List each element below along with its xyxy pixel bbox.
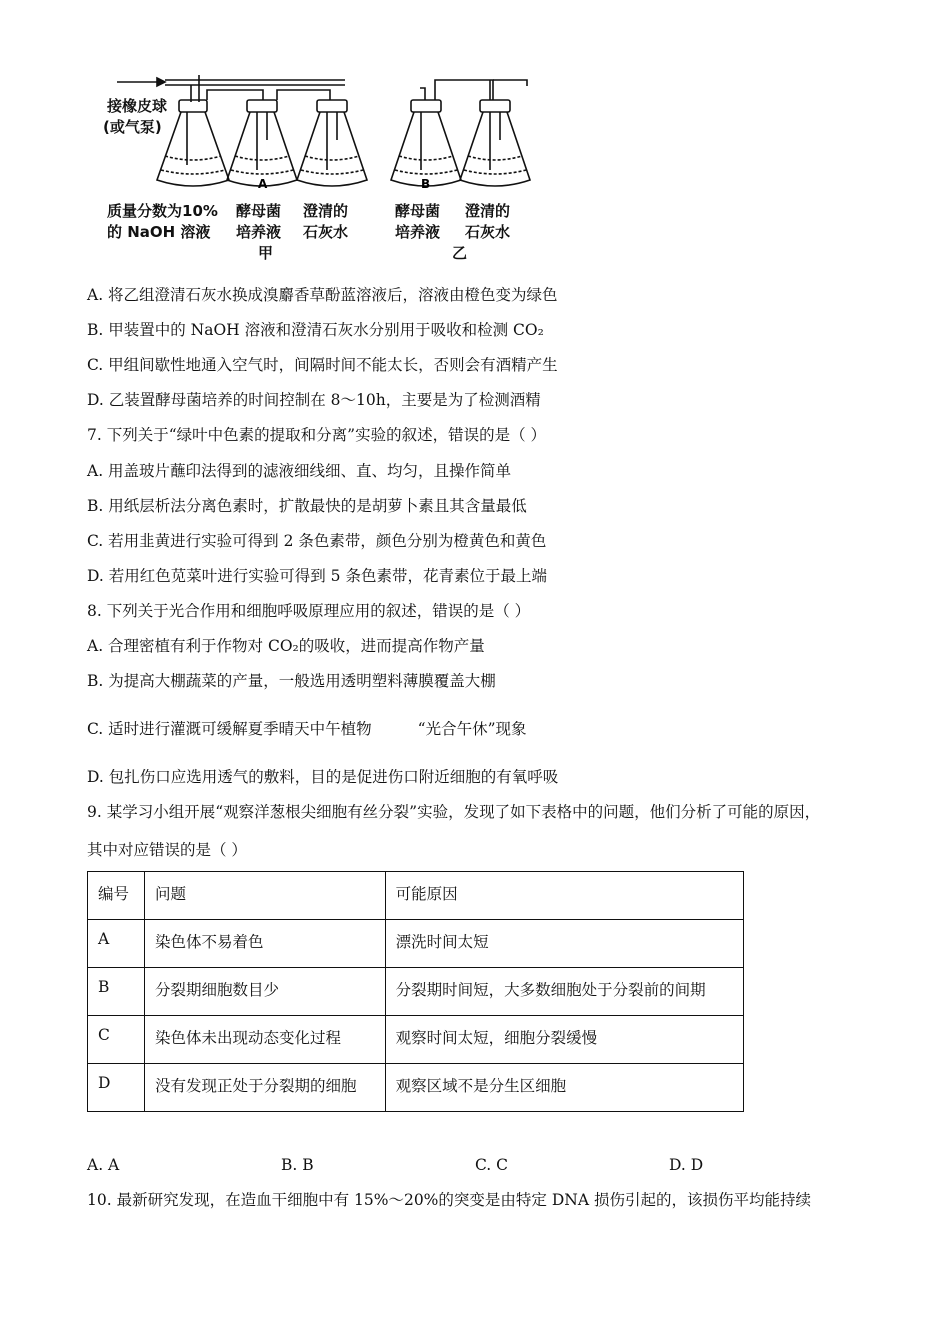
q8-option-a: A. 合理密植有利于作物对 CO₂的吸收，进而提高作物产量 xyxy=(87,637,485,655)
q7-option-d: D. 若用红色苋菜叶进行实验可得到 5 条色素带，花青素位于最上端 xyxy=(87,567,547,585)
header-cell: 问题 xyxy=(144,872,385,920)
group-yi-label: 乙 xyxy=(452,244,468,262)
yeast-label-2: 培养液 xyxy=(236,223,282,241)
q8-option-c-part2: “光合午休”现象 xyxy=(417,720,527,738)
q8-option-c xyxy=(87,719,527,739)
table-row xyxy=(88,1064,744,1112)
lime-label-2: 石灰水 xyxy=(303,223,349,241)
q9-answer-b: B. B xyxy=(281,1156,314,1174)
lime-label-1: 澄清的 xyxy=(303,202,349,220)
table-cell: 漂洗时间太短 xyxy=(385,920,743,968)
header-cell: 编号 xyxy=(88,872,145,920)
q6-option-c: C. 甲组间歇性地通入空气时，间隔时间不能太长，否则会有酒精产生 xyxy=(87,356,558,374)
table-cell: 分裂期时间短，大多数细胞处于分裂前的间期 xyxy=(385,968,743,1016)
table-cell: 观察区域不是分生区细胞 xyxy=(385,1064,743,1112)
q7-option-c: C. 若用韭黄进行实验可得到 2 条色素带，颜色分别为橙黄色和黄色 xyxy=(87,532,547,550)
yeast2-label-1: 酵母菌 xyxy=(395,202,441,220)
flask-a-letter: A xyxy=(258,177,268,191)
q10-stem: 10. 最新研究发现，在造血干细胞中有 15%～20%的突变是由特定 DNA 损伤引起的，该损伤平均能持续 xyxy=(87,1191,811,1209)
q9-table xyxy=(87,871,744,1112)
q7-stem: 7. 下列关于“绿叶中色素的提取和分离”实验的叙述，错误的是（ ） xyxy=(87,426,546,444)
q8-option-b: B. 为提高大棚蔬菜的产量，一般选用透明塑料薄膜覆盖大棚 xyxy=(87,672,496,690)
q8-option-c-part1: C. 适时进行灌溉可缓解夏季晴天中午植物 xyxy=(87,720,372,738)
table-cell: 染色体不易着色 xyxy=(144,920,385,968)
table-cell: 分裂期细胞数目少 xyxy=(144,968,385,1016)
pump-label-1: 接橡皮球 xyxy=(107,97,168,115)
q9-stem-line2: 其中对应错误的是（ ） xyxy=(87,841,247,859)
experiment-apparatus-figure xyxy=(95,70,535,270)
table-cell: B xyxy=(88,968,145,1016)
table-cell: D xyxy=(88,1064,145,1112)
q8-option-d: D. 包扎伤口应选用透气的敷料，目的是促进伤口附近细胞的有氧呼吸 xyxy=(87,768,559,786)
q9-answer-d: D. D xyxy=(669,1156,704,1174)
q7-option-b: B. 用纸层析法分离色素时，扩散最快的是胡萝卜素且其含量最低 xyxy=(87,497,527,515)
q7-option-a: A. 用盖玻片蘸印法得到的滤液细线细、直、均匀，且操作简单 xyxy=(87,462,512,480)
q6-option-d: D. 乙装置酵母菌培养的时间控制在 8～10h，主要是为了检测酒精 xyxy=(87,391,541,409)
yeast2-label-2: 培养液 xyxy=(395,223,441,241)
table-cell: 观察时间太短，细胞分裂缓慢 xyxy=(385,1016,743,1064)
header-cell: 可能原因 xyxy=(385,872,743,920)
group-jia-label: 甲 xyxy=(258,244,274,262)
table-row xyxy=(88,968,744,1016)
flask-b-letter: B xyxy=(421,177,431,191)
q9-answer-a: A. A xyxy=(87,1156,120,1174)
table-cell: 染色体未出现动态变化过程 xyxy=(144,1016,385,1064)
q6-option-b: B. 甲装置中的 NaOH 溶液和澄清石灰水分别用于吸收和检测 CO₂ xyxy=(87,321,544,339)
table-row xyxy=(88,920,744,968)
pump-label-2: (或气泵) xyxy=(103,118,162,136)
naoh-label-1: 质量分数为10% xyxy=(107,202,218,220)
q9-stem-line1: 9. 某学习小组开展“观察洋葱根尖细胞有丝分裂”实验，发现了如下表格中的问题，他们分析了可能的原因， xyxy=(87,803,821,821)
table-cell: A xyxy=(88,920,145,968)
naoh-label-2: 的 NaOH 溶液 xyxy=(107,223,211,241)
q8-stem: 8. 下列关于光合作用和细胞呼吸原理应用的叙述，错误的是（ ） xyxy=(87,602,531,620)
table-header-row xyxy=(88,872,744,920)
q9-answer-c: C. C xyxy=(475,1156,509,1174)
table-row xyxy=(88,1016,744,1064)
lime2-label-2: 石灰水 xyxy=(465,223,511,241)
table-cell: 没有发现正处于分裂期的细胞 xyxy=(144,1064,385,1112)
lime2-label-1: 澄清的 xyxy=(465,202,511,220)
q6-option-a: A. 将乙组澄清石灰水换成溴麝香草酚蓝溶液后，溶液由橙色变为绿色 xyxy=(87,286,558,304)
yeast-label-1: 酵母菌 xyxy=(236,202,282,220)
table-cell: C xyxy=(88,1016,145,1064)
